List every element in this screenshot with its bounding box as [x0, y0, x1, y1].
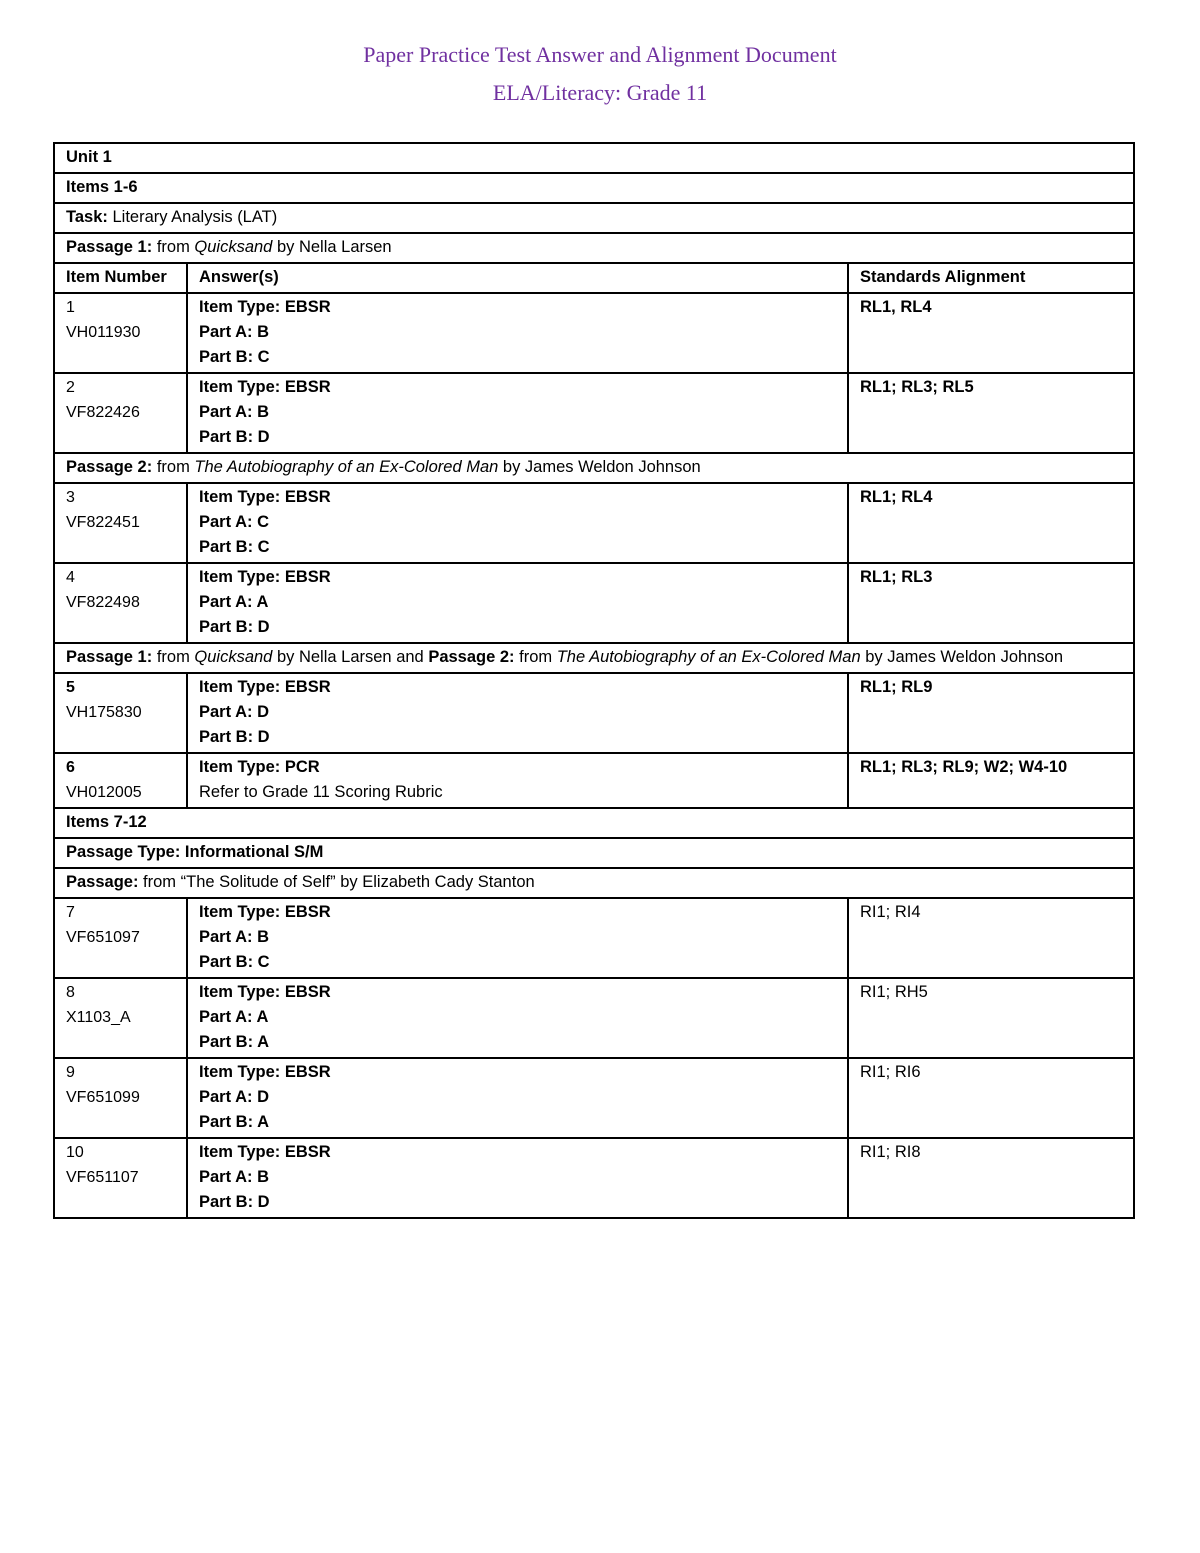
item-code: VF651097 — [66, 929, 140, 946]
items-range-heading: Items 1-6 — [54, 173, 1134, 203]
item-number: 3 — [66, 489, 75, 506]
table-row — [54, 673, 1134, 753]
col-header-answers: Answer(s) — [187, 263, 848, 293]
part-a: Part A: C — [199, 513, 269, 531]
part-a: Part A: D — [199, 703, 269, 721]
alignment-table — [53, 142, 1135, 1219]
passage3-label: Passage: — [66, 873, 139, 891]
task-row — [54, 203, 1134, 233]
item-type: Item Type: EBSR — [199, 378, 331, 396]
standards: RL1; RL4 — [848, 483, 1134, 563]
unit-heading: Unit 1 — [54, 143, 1134, 173]
passage3-row — [54, 868, 1134, 898]
item-code: VH011930 — [66, 324, 141, 341]
item-number: 5 — [66, 679, 75, 696]
table-row — [54, 1058, 1134, 1138]
col-header-standards: Standards Alignment — [848, 263, 1134, 293]
part-a: Part A: B — [199, 403, 269, 421]
standards: RI1; RI8 — [848, 1138, 1134, 1218]
table-row — [54, 753, 1134, 808]
combined-p1-author: by Nella Larsen and — [272, 648, 429, 666]
standards: RI1; RH5 — [848, 978, 1134, 1058]
part-b: Part B: D — [199, 1193, 270, 1211]
combined-p1-from: from — [152, 648, 195, 666]
item-code: VH175830 — [66, 704, 142, 721]
standards: RI1; RI6 — [848, 1058, 1134, 1138]
part-a: Part A: A — [199, 1008, 269, 1026]
document-title: Paper Practice Test Answer and Alignment Document — [363, 42, 837, 67]
standards: RL1; RL9 — [848, 673, 1134, 753]
items-range-heading: Items 7-12 — [54, 808, 1134, 838]
item-type: Item Type: EBSR — [199, 903, 331, 921]
part-a: Part A: B — [199, 323, 269, 341]
passage2-title: The Autobiography of an Ex-Colored Man — [194, 458, 499, 476]
passage1-from: from — [152, 238, 195, 256]
table-row — [54, 978, 1134, 1058]
item-code: VF651107 — [66, 1169, 139, 1186]
item-type: Item Type: EBSR — [199, 488, 331, 506]
item-type: Item Type: EBSR — [199, 1063, 331, 1081]
passage1-title: Quicksand — [194, 238, 273, 256]
passage1-row — [54, 233, 1134, 263]
item-type: Item Type: EBSR — [199, 678, 331, 696]
part-b: Part B: D — [199, 728, 270, 746]
item-type: Item Type: PCR — [199, 758, 320, 776]
part-a: Part A: B — [199, 1168, 269, 1186]
item-number: 7 — [66, 904, 75, 921]
passage1-label: Passage 1: — [66, 238, 153, 256]
passage2-label: Passage 2: — [66, 458, 153, 476]
combined-p2-label: Passage 2: — [428, 648, 515, 666]
passage1-author: by Nella Larsen — [272, 238, 392, 256]
document-subtitle: ELA/Literacy: Grade 11 — [492, 80, 708, 105]
part-b: Part B: D — [199, 618, 270, 636]
item-number: 6 — [66, 759, 75, 776]
part-b: Part B: A — [199, 1033, 269, 1051]
part-b: Part B: C — [199, 348, 270, 366]
passage-type-row: Passage Type: Informational S/M — [54, 838, 1134, 868]
part-b: Part B: A — [199, 1113, 269, 1131]
item-number: 4 — [66, 569, 75, 586]
combined-p1-label: Passage 1: — [66, 648, 153, 666]
item-number: 8 — [66, 984, 75, 1001]
table-row — [54, 563, 1134, 643]
task-value: Literary Analysis (LAT) — [107, 208, 278, 226]
standards: RI1; RI4 — [848, 898, 1134, 978]
combined-p2-from: from — [514, 648, 557, 666]
item-type: Item Type: EBSR — [199, 1143, 331, 1161]
part-b: Part B: D — [199, 428, 270, 446]
item-number: 9 — [66, 1064, 75, 1081]
table-row — [54, 373, 1134, 453]
item-type: Item Type: EBSR — [199, 568, 331, 586]
col-header-item: Item Number — [54, 263, 187, 293]
table-row — [54, 898, 1134, 978]
item-type: Item Type: EBSR — [199, 983, 331, 1001]
item-code: VF651099 — [66, 1089, 140, 1106]
item-code: X1103_A — [66, 1009, 131, 1026]
part-b: Part B: C — [199, 538, 270, 556]
passage2-from: from — [152, 458, 195, 476]
table-row — [54, 483, 1134, 563]
passage3-text: from “The Solitude of Self” by Elizabeth Cady Stanton — [138, 873, 535, 891]
part-a: Part A: D — [199, 1088, 269, 1106]
item-number: 1 — [66, 299, 75, 316]
item-code: VH012005 — [66, 784, 142, 801]
standards: RL1; RL3; RL5 — [848, 373, 1134, 453]
combined-p2-title: The Autobiography of an Ex-Colored Man — [556, 648, 861, 666]
combined-passages-row — [54, 643, 1134, 673]
item-number: 10 — [66, 1144, 84, 1161]
item-code: VF822451 — [66, 514, 140, 531]
item-code: VF822426 — [66, 404, 140, 421]
combined-p1-title: Quicksand — [194, 648, 273, 666]
part-a: Part A: A — [199, 593, 269, 611]
standards: RL1; RL3; RL9; W2; W4-10 — [848, 753, 1134, 808]
item-code: VF822498 — [66, 594, 140, 611]
item-number: 2 — [66, 379, 75, 396]
table-row — [54, 1138, 1134, 1218]
rubric-note: Refer to Grade 11 Scoring Rubric — [199, 783, 443, 801]
standards: RL1; RL3 — [848, 563, 1134, 643]
task-label: Task: — [66, 208, 108, 226]
table-row — [54, 293, 1134, 373]
passage2-row — [54, 453, 1134, 483]
standards: RL1, RL4 — [848, 293, 1134, 373]
part-a: Part A: B — [199, 928, 269, 946]
combined-p2-author: by James Weldon Johnson — [860, 648, 1064, 666]
part-b: Part B: C — [199, 953, 270, 971]
passage2-author: by James Weldon Johnson — [498, 458, 701, 476]
item-type: Item Type: EBSR — [199, 298, 331, 316]
